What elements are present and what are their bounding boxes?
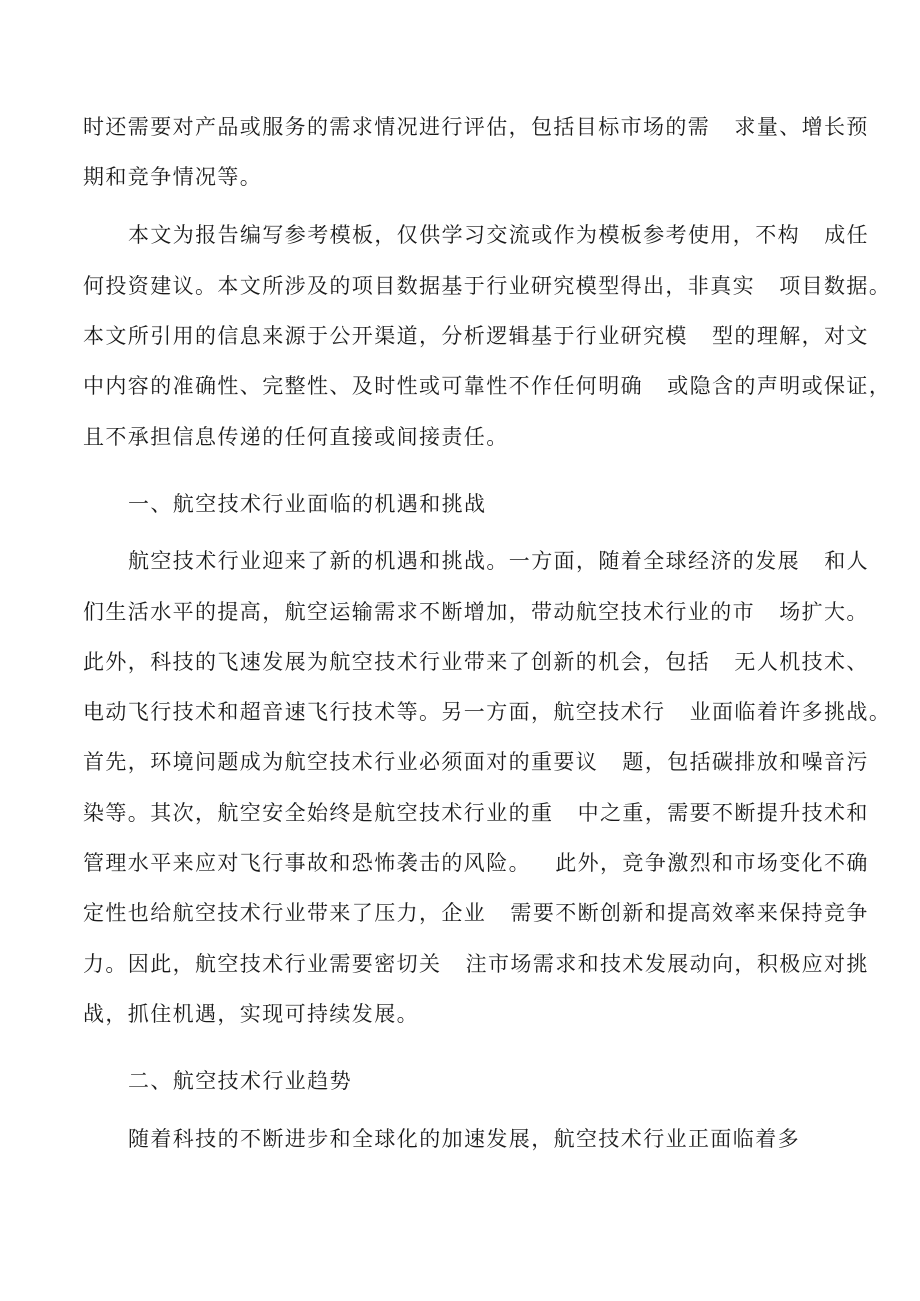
paragraph-line: 们生活水平的提高，航空运输需求不断增加，带动航空技术行业的市 场扩大。 — [83, 600, 869, 624]
paragraph-line: 随着科技的不断进步和全球化的加速发展，航空技术行业正面临着多 — [128, 1127, 800, 1151]
paragraph-line: 期和竞争情况等。 — [83, 165, 263, 189]
paragraph-line: 染等。其次，航空安全始终是航空技术行业的重 中之重，需要不断提升技术和 — [83, 801, 869, 825]
paragraph-line: 力。因此，航空技术行业需要密切关 注市场需求和技术发展动向，积极应对挑 — [83, 952, 869, 976]
paragraph-line: 中内容的准确性、完整性、及时性或可靠性不作任何明确 或隐含的声明或保证， — [83, 374, 892, 398]
paragraph-line: 何投资建议。本文所涉及的项目数据基于行业研究模型得出，非真实 项目数据。 — [83, 274, 892, 298]
paragraph-line: 时还需要对产品或服务的需求情况进行评估，包括目标市场的需 求量、增长预 — [83, 115, 869, 139]
paragraph-line: 战，抓住机遇，实现可持续发展。 — [83, 1002, 419, 1026]
paragraph-line: 本文所引用的信息来源于公开渠道，分析逻辑基于行业研究模 型的理解，对文 — [83, 324, 869, 348]
paragraph-line: 管理水平来应对飞行事故和恐怖袭击的风险。 此外，竞争激烈和市场变化不确 — [83, 851, 869, 875]
paragraph-line: 本文为报告编写参考模板，仅供学习交流或作为模板参考使用，不构 成任 — [128, 223, 870, 247]
paragraph-line: 且不承担信息传递的任何直接或间接责任。 — [83, 425, 509, 449]
paragraph-line: 电动飞行技术和超音速飞行技术等。另一方面，航空技术行 业面临着许多挑战。 — [83, 700, 892, 724]
paragraph-line: 此外，科技的飞速发展为航空技术行业带来了创新的机会，包括 无人机技术、 — [83, 650, 869, 674]
paragraph-line: 首先，环境问题成为航空技术行业必须面对的重要议 题，包括碳排放和噪音污 — [83, 750, 869, 774]
paragraph-line: 航空技术行业迎来了新的机遇和挑战。一方面，随着全球经济的发展 和人 — [128, 549, 870, 573]
paragraph-line: 定性也给航空技术行业带来了压力，企业 需要不断创新和提高效率来保持竞争 — [83, 901, 869, 925]
section-heading: 二、航空技术行业趋势 — [128, 1069, 352, 1093]
section-heading: 一、航空技术行业面临的机遇和挑战 — [128, 492, 487, 516]
